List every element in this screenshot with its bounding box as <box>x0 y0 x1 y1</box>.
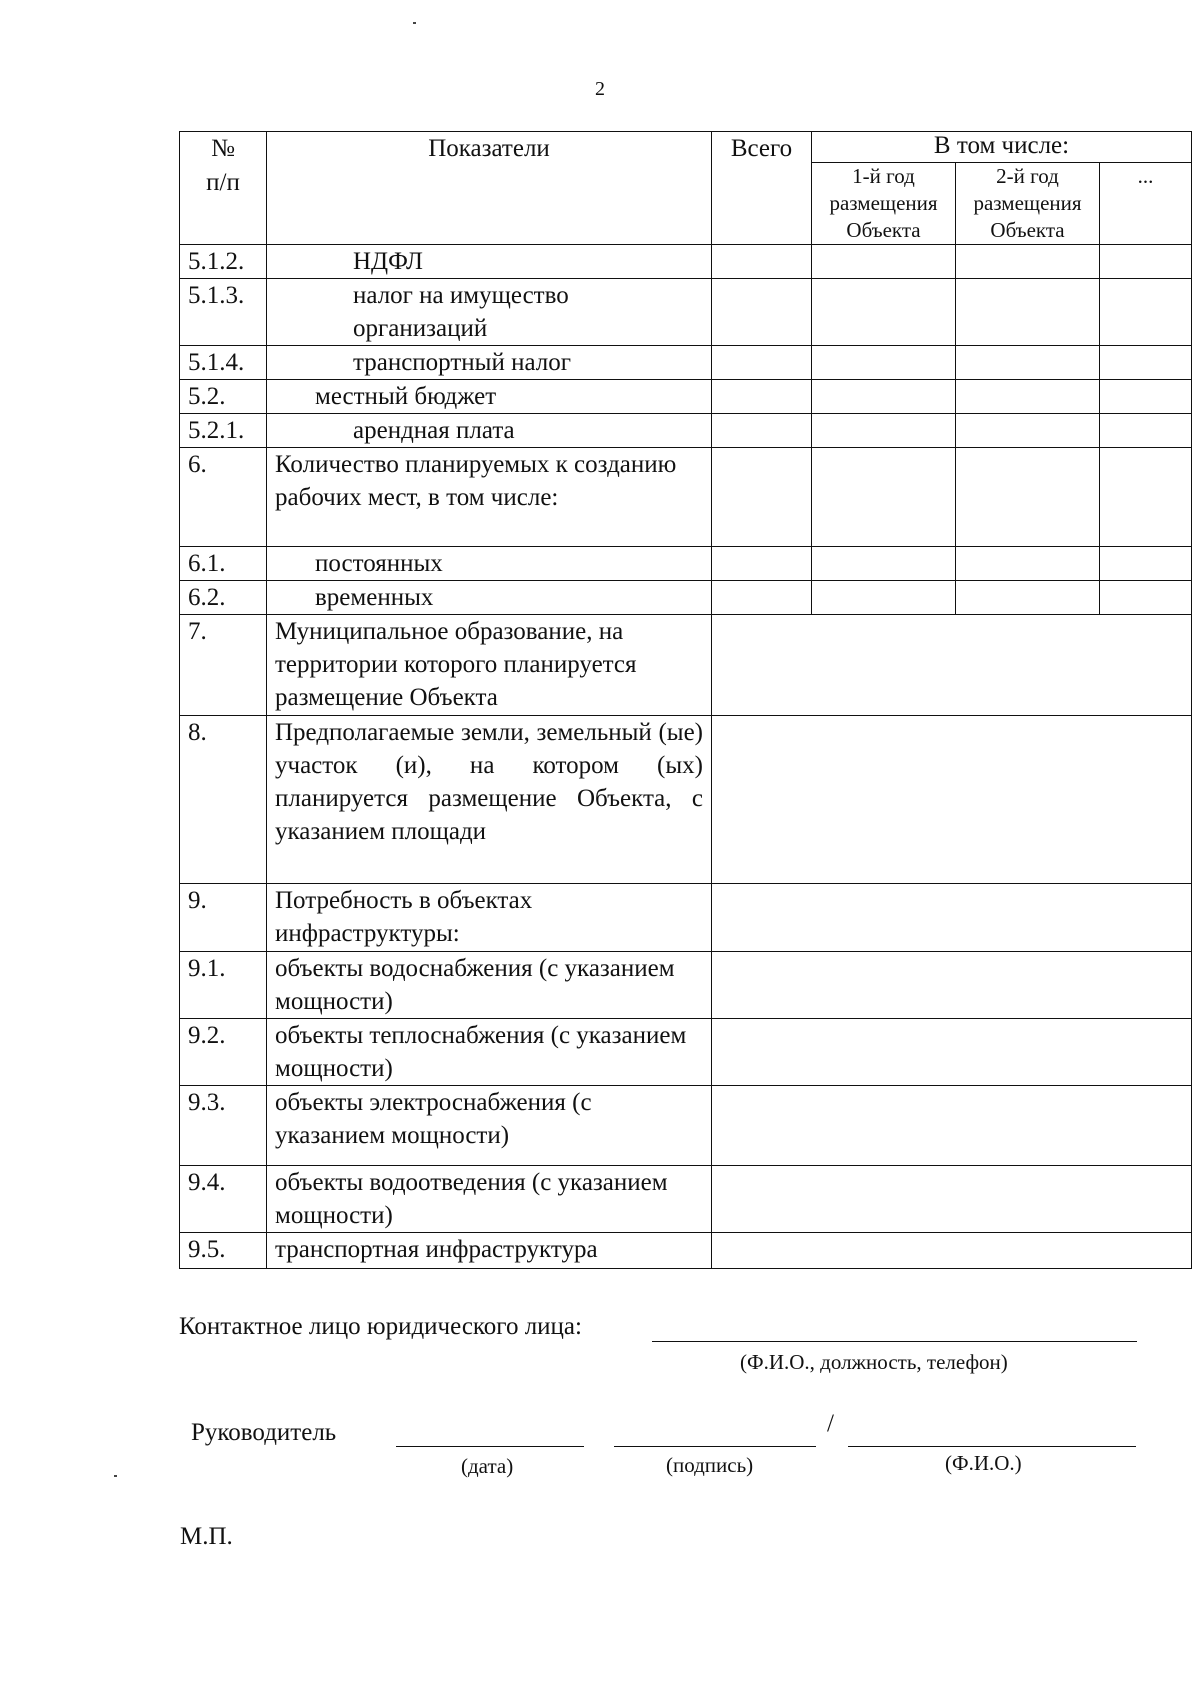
row-label: Количество планируемых к созданию рабочих мест, в том числе: <box>267 448 712 547</box>
manager-label: Руководитель <box>191 1419 337 1446</box>
cell-value[interactable] <box>712 716 1192 884</box>
header-num: № п/п <box>180 132 267 245</box>
scan-speck <box>413 22 416 24</box>
row-label: объекты водоотведения (с указанием мощности) <box>267 1166 712 1233</box>
table-row <box>180 245 1192 279</box>
name-line[interactable] <box>848 1446 1136 1447</box>
row-number: 6.2. <box>180 581 267 615</box>
cell-year1[interactable] <box>812 448 956 547</box>
cell-more[interactable] <box>1100 380 1192 414</box>
cell-value[interactable] <box>712 1086 1192 1166</box>
table-row <box>180 1166 1192 1233</box>
row-label: местный бюджет <box>267 380 712 414</box>
cell-value[interactable] <box>712 1019 1192 1086</box>
row-number: 5.1.4. <box>180 346 267 380</box>
table-row <box>180 448 1192 547</box>
row-number: 5.1.3. <box>180 279 267 346</box>
cell-value[interactable] <box>712 615 1192 716</box>
cell-year2[interactable] <box>956 547 1100 581</box>
row-label: Муниципальное образование, на территории которого планируется размещение Объекта <box>267 615 712 716</box>
table-row <box>180 346 1192 380</box>
header-including: В том числе: <box>812 132 1192 163</box>
cell-year1[interactable] <box>812 245 956 279</box>
date-caption: (дата) <box>461 1454 514 1478</box>
stamp-place-label: М.П. <box>180 1523 233 1550</box>
cell-total[interactable] <box>712 346 812 380</box>
table-row <box>180 716 1192 884</box>
row-label: арендная плата <box>267 414 712 448</box>
cell-year2[interactable] <box>956 279 1100 346</box>
cell-more[interactable] <box>1100 448 1192 547</box>
cell-more[interactable] <box>1100 279 1192 346</box>
header-total: Всего <box>712 132 812 245</box>
cell-value[interactable] <box>712 884 1192 952</box>
cell-total[interactable] <box>712 414 812 448</box>
row-number: 6. <box>180 448 267 547</box>
cell-year1[interactable] <box>812 581 956 615</box>
header-indicator: Показатели <box>267 132 712 245</box>
signature-caption: (подпись) <box>666 1453 754 1477</box>
row-label: временных <box>267 581 712 615</box>
signature-line[interactable] <box>614 1446 816 1447</box>
contact-input-line[interactable] <box>652 1341 1137 1342</box>
table-row <box>180 279 1192 346</box>
row-number: 9.4. <box>180 1166 267 1233</box>
row-number: 8. <box>180 716 267 884</box>
table-row <box>180 581 1192 615</box>
cell-year2[interactable] <box>956 448 1100 547</box>
cell-year1[interactable] <box>812 380 956 414</box>
row-number: 7. <box>180 615 267 716</box>
table-row <box>180 547 1192 581</box>
row-label: Потребность в объектах инфраструктуры: <box>267 884 712 952</box>
cell-year2[interactable] <box>956 380 1100 414</box>
page-number: 2 <box>595 78 605 100</box>
contact-person-label: Контактное лицо юридического лица: <box>179 1313 582 1340</box>
cell-total[interactable] <box>712 279 812 346</box>
cell-total[interactable] <box>712 448 812 547</box>
row-number: 9.3. <box>180 1086 267 1166</box>
row-number: 9.2. <box>180 1019 267 1086</box>
cell-year1[interactable] <box>812 547 956 581</box>
row-label: Предполагаемые земли, земельный (ые) участок (и), на котором (ых) планируется размещение Объекта, с указанием площади <box>267 716 712 884</box>
cell-year1[interactable] <box>812 346 956 380</box>
cell-more[interactable] <box>1100 414 1192 448</box>
date-line[interactable] <box>396 1446 584 1447</box>
cell-more[interactable] <box>1100 547 1192 581</box>
row-label: постоянных <box>267 547 712 581</box>
cell-more[interactable] <box>1100 245 1192 279</box>
row-label: транспортная инфраструктура <box>267 1233 712 1269</box>
cell-value[interactable] <box>712 1166 1192 1233</box>
cell-total[interactable] <box>712 245 812 279</box>
scan-speck <box>114 1475 117 1477</box>
cell-year2[interactable] <box>956 414 1100 448</box>
row-label: налог на имущество организаций <box>267 279 712 346</box>
row-number: 5.2. <box>180 380 267 414</box>
cell-more[interactable] <box>1100 346 1192 380</box>
cell-year1[interactable] <box>812 414 956 448</box>
row-label: транспортный налог <box>267 346 712 380</box>
header-more: ... <box>1100 163 1192 245</box>
table-row <box>180 615 1192 716</box>
row-number: 9. <box>180 884 267 952</box>
cell-value[interactable] <box>712 1233 1192 1269</box>
cell-year1[interactable] <box>812 279 956 346</box>
cell-total[interactable] <box>712 380 812 414</box>
slash-separator: / <box>827 1410 834 1437</box>
indicators-table <box>179 131 1192 1269</box>
table-row <box>180 414 1192 448</box>
cell-year2[interactable] <box>956 346 1100 380</box>
cell-more[interactable] <box>1100 581 1192 615</box>
row-label: объекты водоснабжения (с указанием мощности) <box>267 952 712 1019</box>
row-label: НДФЛ <box>267 245 712 279</box>
table-row <box>180 952 1192 1019</box>
contact-caption: (Ф.И.О., должность, телефон) <box>740 1350 1008 1374</box>
header-year2: 2-й год размещения Объекта <box>956 163 1100 245</box>
cell-value[interactable] <box>712 952 1192 1019</box>
table-row <box>180 1233 1192 1269</box>
row-number: 6.1. <box>180 547 267 581</box>
table-header-row <box>180 132 1192 163</box>
row-number: 9.1. <box>180 952 267 1019</box>
table-row <box>180 380 1192 414</box>
table-row <box>180 1086 1192 1166</box>
name-caption: (Ф.И.О.) <box>945 1451 1022 1475</box>
row-number: 5.1.2. <box>180 245 267 279</box>
table-row <box>180 884 1192 952</box>
header-year1: 1-й год размещения Объекта <box>812 163 956 245</box>
cell-total[interactable] <box>712 547 812 581</box>
cell-total[interactable] <box>712 581 812 615</box>
row-number: 9.5. <box>180 1233 267 1269</box>
row-number: 5.2.1. <box>180 414 267 448</box>
cell-year2[interactable] <box>956 245 1100 279</box>
row-label: объекты теплоснабжения (с указанием мощности) <box>267 1019 712 1086</box>
row-label: объекты электроснабжения (с указанием мощности) <box>267 1086 712 1166</box>
cell-year2[interactable] <box>956 581 1100 615</box>
table-row <box>180 1019 1192 1086</box>
